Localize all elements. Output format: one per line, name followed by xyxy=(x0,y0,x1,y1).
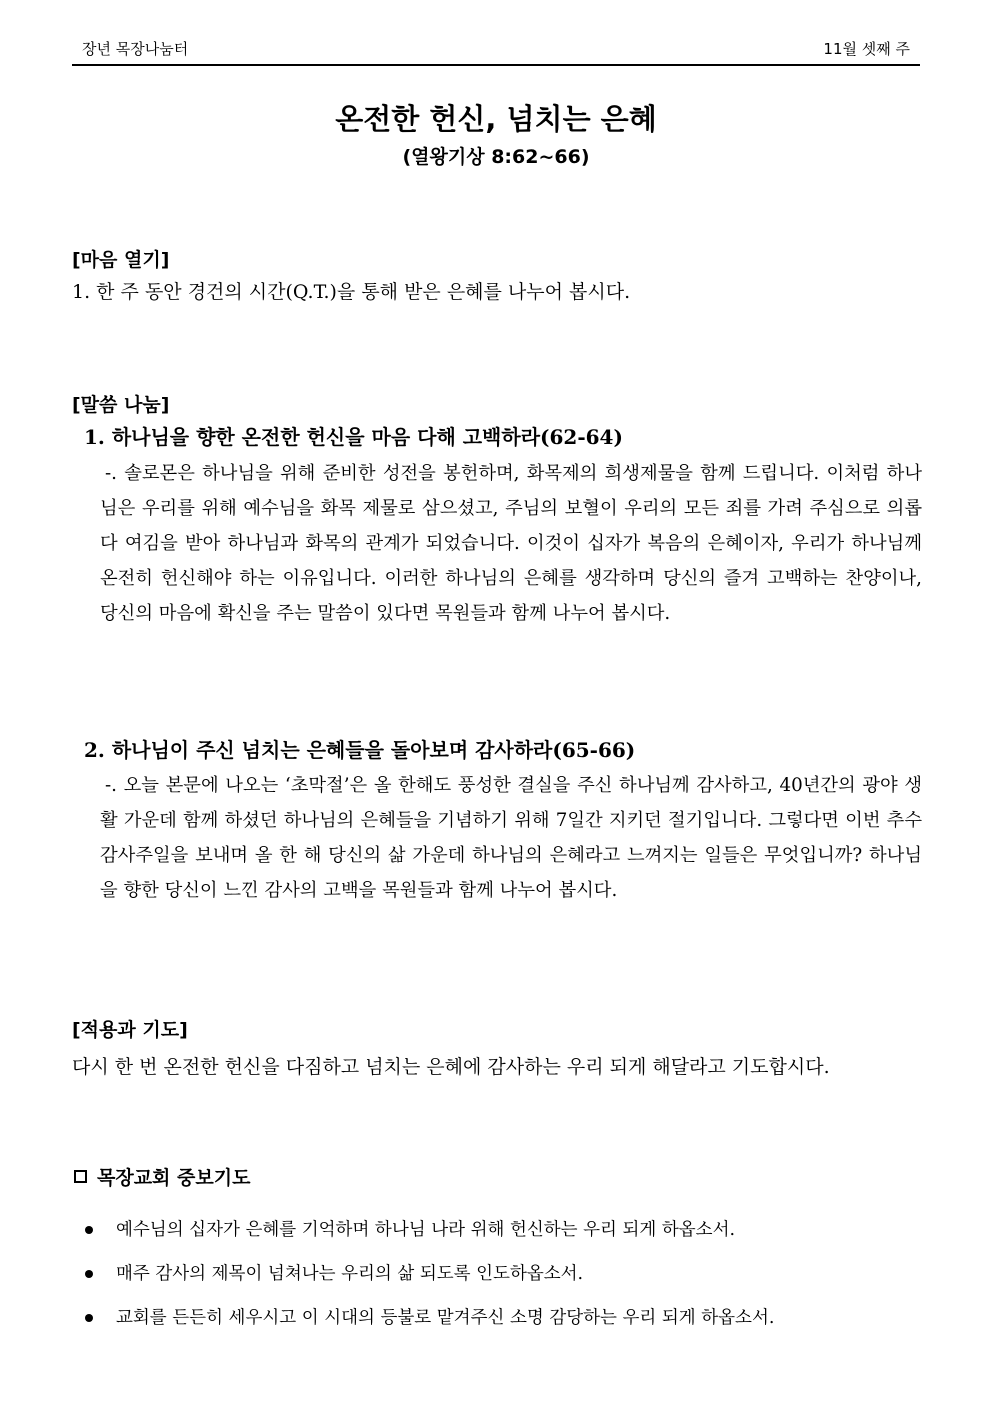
header-group-name: 장년 목장나눔터 xyxy=(82,40,189,58)
point-1-body: -. 솔로몬은 하나님을 위해 준비한 성전을 봉헌하며, 화목제의 희생제물을 함께 드립니다. 이처럼 하나님은 우리를 위해 예수님을 화목 제물로 삼으셨고, 주님의 보혈이 우리의 모든 죄를 가려 주심으로 의롭다 여김을 받아 하나님과 화목의 관계가 되었습니다. 이것이 십자가 복음의 은혜이자, 우리가 하나님께 온전히 헌신해야 하는 이유입니다. 이러한 하나님의 은혜를 생각하며 당신의 즐겨 고백하는 찬양이나, 당신의 마음에 확신을 주는 말씀이 있다면 목원들과 함께 나누어 봅시다. xyxy=(100,463,922,624)
bullet-icon xyxy=(85,1270,93,1278)
page-title: 온전한 헌신, 넘치는 은혜 xyxy=(335,102,657,136)
page-header xyxy=(72,28,920,66)
bullet-icon xyxy=(85,1314,93,1322)
point-2-title: 2. 하나님이 주신 넘치는 은혜들을 돌아보며 감사하라(65-66) xyxy=(84,738,636,762)
scripture-reference: (열왕기상 8:62~66) xyxy=(402,146,590,168)
prayer-heading xyxy=(74,1163,250,1190)
word-sharing-heading: [말씀 나눔] xyxy=(72,394,170,416)
application-text: 다시 한 번 온전한 헌신을 다짐하고 넘치는 은혜에 감사하는 우리 되게 해달라고 기도합시다. xyxy=(72,1056,830,1078)
prayer-item xyxy=(72,1298,922,1342)
prayer-item xyxy=(72,1254,922,1298)
open-heart-heading: [마음 열기] xyxy=(72,249,170,271)
point-1-title: 1. 하나님을 향한 온전한 헌신을 마음 다해 고백하라(62-64) xyxy=(84,425,623,449)
checkbox-icon xyxy=(74,1170,87,1183)
prayer-item-text: 교회를 든든히 세우시고 이 시대의 등불로 맡겨주신 소명 감당하는 우리 되게 하옵소서. xyxy=(116,1308,775,1328)
bullet-icon xyxy=(85,1226,93,1234)
prayer-item-text: 예수님의 십자가 은혜를 기억하며 하나님 나라 위해 헌신하는 우리 되게 하옵소서. xyxy=(116,1220,736,1240)
header-week: 11월 셋째 주 xyxy=(823,40,910,58)
prayer-heading-label: 목장교회 중보기도 xyxy=(97,1167,251,1189)
application-heading: [적용과 기도] xyxy=(72,1019,188,1041)
prayer-item-text: 매주 감사의 제목이 넘쳐나는 우리의 삶 되도록 인도하옵소서. xyxy=(116,1264,584,1284)
open-heart-text: 1. 한 주 동안 경건의 시간(Q.T.)을 통해 받은 은혜를 나누어 봅시다. xyxy=(72,281,631,303)
prayer-list xyxy=(72,1210,922,1342)
point-2-body: -. 오늘 본문에 나오는 ‘초막절’은 올 한해도 풍성한 결실을 주신 하나님께 감사하고, 40년간의 광야 생활 가운데 함께 하셨던 하나님의 은혜들을 기념하기 위해 7일간 지키던 절기입니다. 그렇다면 이번 추수감사주일을 보내며 올 한 해 당신의 삶 가운데 하나님의 은혜라고 느껴지는 일들은 무엇입니까? 하나님을 향한 당신이 느낀 감사의 고백을 목원들과 함께 나누어 봅시다. xyxy=(100,775,922,901)
prayer-item xyxy=(72,1210,922,1254)
